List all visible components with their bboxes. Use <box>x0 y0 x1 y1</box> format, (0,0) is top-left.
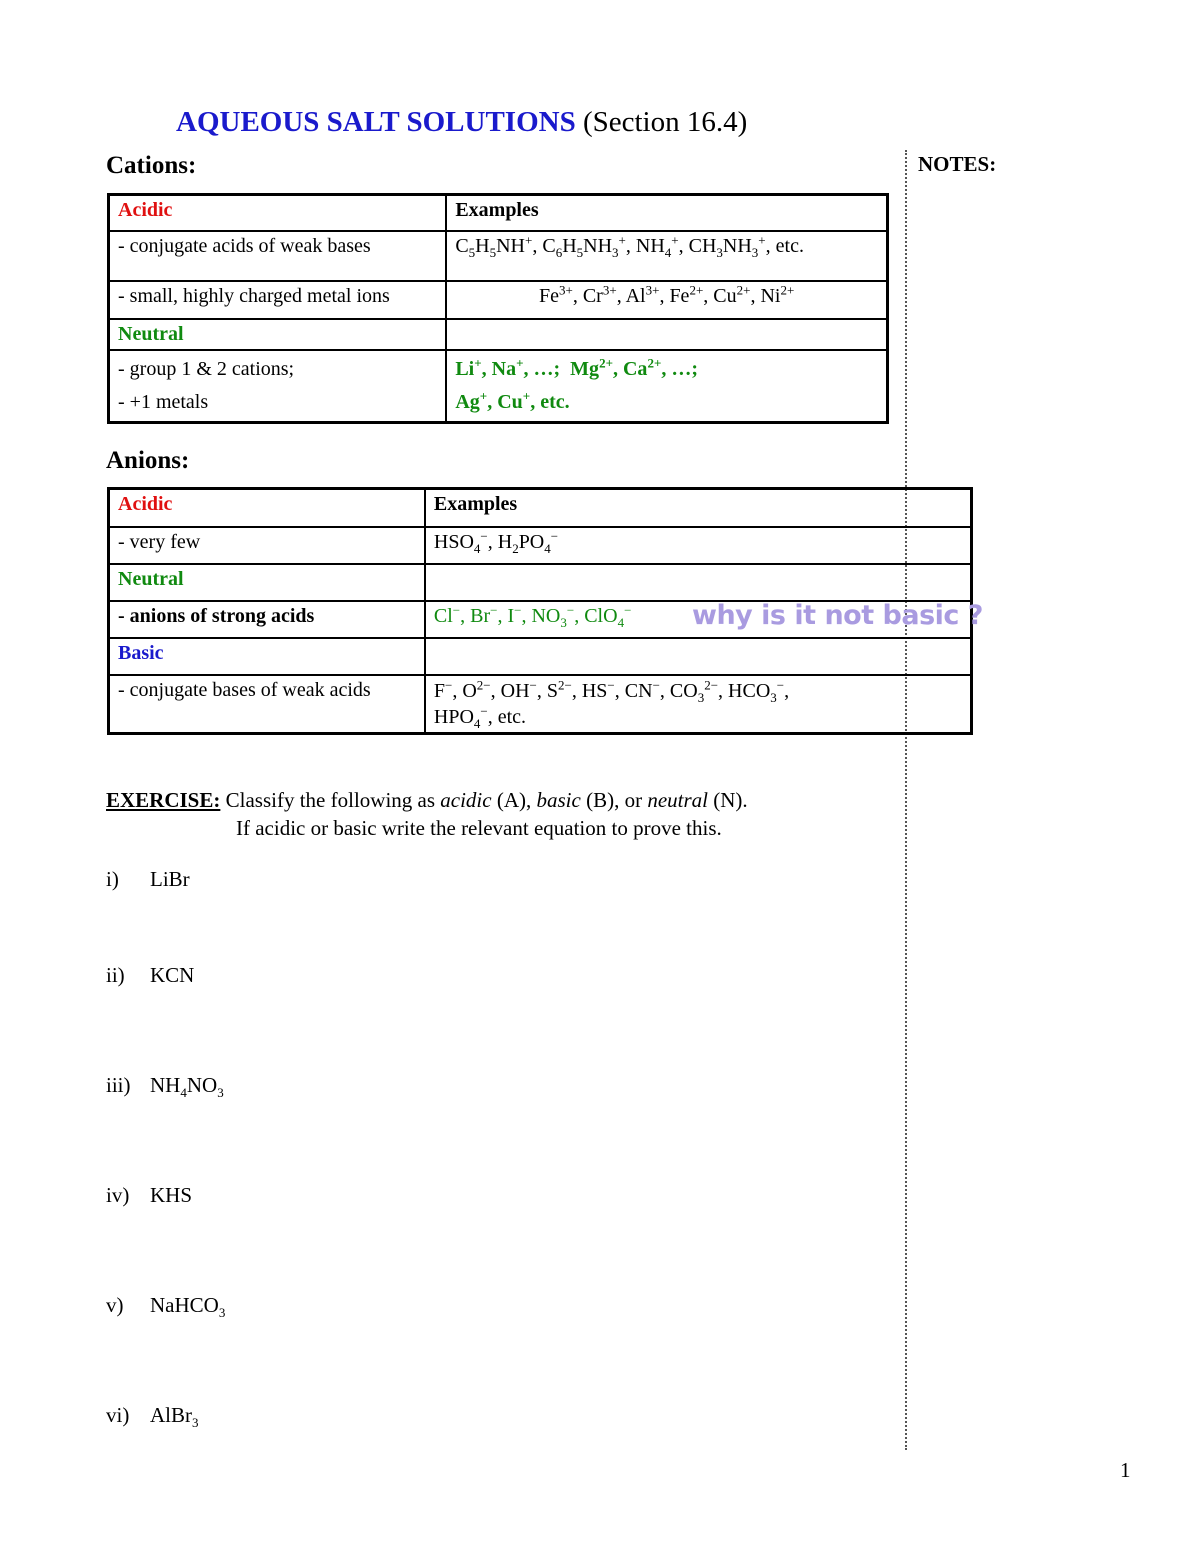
row-description: - small, highly charged metal ions <box>109 281 447 319</box>
handwritten-annotation: why is it not basic ? <box>692 600 983 631</box>
category-neutral: Neutral <box>109 319 447 350</box>
table-row <box>109 489 972 527</box>
item-compound: $NH_4NO_3$ <box>150 1073 224 1101</box>
row-examples: $C_5H_5NH^+$, $C_6H_5NH_3^+$, $NH_4^+$, $CH_3NH_3^+$, etc. <box>446 231 887 281</box>
row-description <box>109 350 447 423</box>
exercise-text: (N). <box>708 788 748 812</box>
notes-label: NOTES: <box>918 152 997 176</box>
header-examples: Examples <box>425 489 972 527</box>
item-compound: KHS <box>150 1183 193 1207</box>
header-examples: Examples <box>446 195 887 231</box>
table-row <box>109 281 888 319</box>
cations-table <box>107 193 889 424</box>
item-number: v) <box>106 1293 124 1317</box>
item-compound: LiBr <box>150 867 190 891</box>
table-row <box>109 319 888 350</box>
row-examples: Li+, Na+, …; $Mg^{2+}$, $Ca^{2+}$, …; Ag+, Cu+, etc. <box>446 350 887 423</box>
title-section: (Section 16.4) <box>582 106 748 138</box>
title-main: AQUEOUS SALT SOLUTIONS <box>176 106 576 138</box>
cations-heading: Cations: <box>106 152 197 179</box>
exercise-text: Classify the following as <box>220 788 441 812</box>
table-row <box>109 527 972 564</box>
empty-cell <box>425 564 972 601</box>
row-examples: $Fe^{3+}$, $Cr^{3+}$, $Al^{3+}$, $Fe^{2+}$, $Cu^{2+}$, $Ni^{2+}$ <box>446 281 887 319</box>
row-examples: $HSO_4^-$, $H_2PO_4^-$ <box>425 527 972 564</box>
table-row <box>109 638 972 675</box>
item-compound: NaHCO$_3$ <box>150 1293 226 1321</box>
desc-line: - +1 metals <box>118 390 209 413</box>
term-neutral: neutral <box>647 788 708 812</box>
exercise-item <box>106 963 194 988</box>
empty-cell <box>446 319 887 350</box>
item-number: iv) <box>106 1183 130 1207</box>
table-row <box>109 231 888 281</box>
term-basic: basic <box>536 788 581 812</box>
item-compound: AlBr$_3$ <box>150 1403 199 1431</box>
row-examples: F−, $O^{2-}$, OH−, $S^{2-}$, HS−, CN−, $CO_3^{2-}$, $HCO_3^-$, $HPO_4^-$, etc. <box>425 675 972 734</box>
exercise-item <box>106 1293 226 1321</box>
exercise-item <box>106 867 190 892</box>
page-title <box>176 106 747 139</box>
empty-cell <box>425 638 972 675</box>
row-examples: Cl−, Br−, I−, $NO_3^-$, ClO$_4$− <box>425 601 972 638</box>
item-number: ii) <box>106 963 125 987</box>
row-description: - anions of strong acids <box>109 601 425 638</box>
category-neutral: Neutral <box>109 564 425 601</box>
exercise-label: EXERCISE: <box>106 788 221 812</box>
header-category: Acidic <box>109 489 425 527</box>
item-number: vi) <box>106 1403 130 1427</box>
exercise-text: (B), or <box>580 788 648 812</box>
exercise-item <box>106 1403 199 1431</box>
page-number: 1 <box>1120 1458 1131 1482</box>
table-row <box>109 350 888 423</box>
anions-heading: Anions: <box>106 447 190 474</box>
notes-divider <box>905 150 907 1450</box>
row-description: - conjugate bases of weak acids <box>109 675 425 734</box>
term-acidic: acidic <box>440 788 492 812</box>
row-description: - conjugate acids of weak bases <box>109 231 447 281</box>
item-number: i) <box>106 867 119 891</box>
item-compound: KCN <box>150 963 195 987</box>
row-description: - very few <box>109 527 425 564</box>
exercise-instructions <box>106 786 748 842</box>
desc-line: - group 1 & 2 cations; <box>118 357 295 380</box>
table-row <box>109 564 972 601</box>
exercise-text: (A), <box>491 788 537 812</box>
table-row <box>109 195 888 231</box>
exercise-item <box>106 1073 224 1101</box>
exercise-line-2: If acidic or basic write the relevant equation to prove this. <box>236 816 722 840</box>
header-category: Acidic <box>109 195 447 231</box>
item-number: iii) <box>106 1073 131 1097</box>
category-basic: Basic <box>109 638 425 675</box>
exercise-item <box>106 1183 192 1208</box>
table-row <box>109 675 972 734</box>
